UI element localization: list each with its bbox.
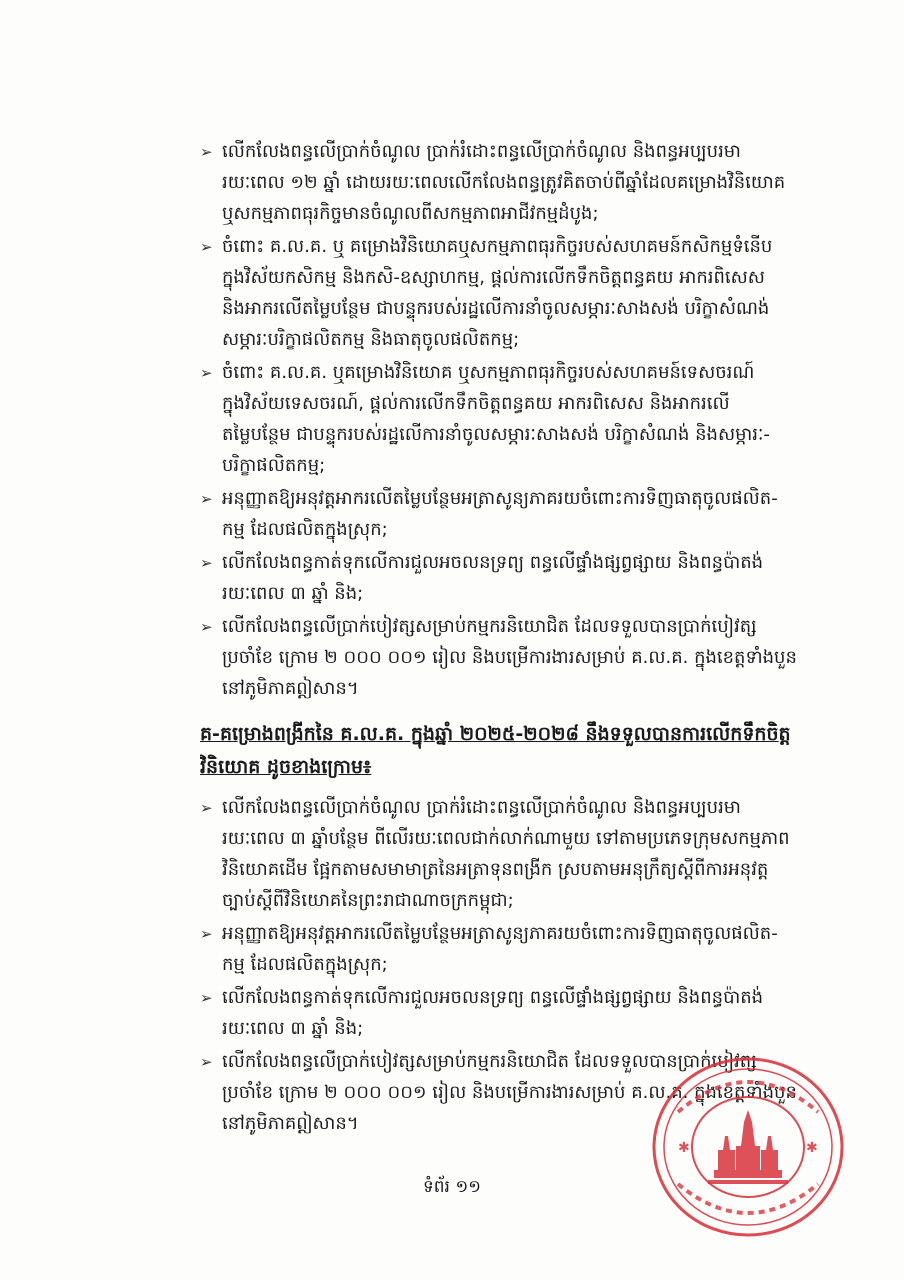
list-item xyxy=(200,918,840,980)
arrow-bullet-icon: ➢ xyxy=(200,925,213,943)
text-line: លើកលែងពន្ធកាត់ទុកលើការជួលអចលនទ្រព្យ ពន្ធលើផ្ទាំងផ្សព្វផ្សាយ និងពន្ធប៉ាតង់ xyxy=(222,552,764,573)
text-line: វិនិយោគដើម ផ្អែកតាមសមាមាត្រនៃអត្រាទុនពង្រីក ស្របតាមអនុក្រឹត្យស្តីពីការអនុវត្ត xyxy=(222,859,769,880)
section-1-list xyxy=(200,136,840,704)
list-item xyxy=(200,136,840,229)
arrow-bullet-icon: ➢ xyxy=(200,799,213,817)
list-item xyxy=(200,547,840,609)
svg-text:✱: ✱ xyxy=(678,1140,690,1156)
text-line: កម្ម ដែលផលិតក្នុងស្រុក; xyxy=(222,954,388,975)
text-line: អនុញ្ញាតឱ្យអនុវត្តអាករលើតម្លៃបន្ថែមអត្រាសូន្យភាគរយចំពោះការទិញធាតុចូលផលិត- xyxy=(222,923,778,944)
list-item xyxy=(200,231,840,355)
document-body xyxy=(200,136,840,1141)
arrow-bullet-icon: ➢ xyxy=(200,554,213,572)
list-item xyxy=(200,357,840,481)
page-number: ទំព័រ ១១ xyxy=(422,1177,482,1197)
text-line: ប្រចាំខែ ក្រោម ២ ០០០ ០០១ រៀល និងបម្រើការងារសម្រាប់ គ.ល.គ. ក្នុងខេត្តទាំងបួន xyxy=(222,647,797,668)
angkor-temple-seal-icon xyxy=(648,1052,848,1242)
text-line: ច្បាប់ស្តីពីវិនិយោគនៃព្រះរាជាណាចក្រកម្ពុជា; xyxy=(222,890,514,911)
text-line: លើកលែងពន្ធលើប្រាក់ចំណូល ប្រាក់រំដោះពន្ធលើប្រាក់ចំណូល និងពន្ធអប្បបរមា xyxy=(222,797,741,818)
text-line: ក្នុងវិស័យទេសចរណ៍, ផ្តល់ការលើកទឹកចិត្តពន្ធគយ អាករពិសេស និងអាករលើ xyxy=(222,393,730,414)
text-line: ប្រចាំខែ ក្រោម ២ ០០០ ០០១ រៀល និងបម្រើការងារសម្រាប់ គ.ល.គ. ក្នុងខេត្តទាំងបួន xyxy=(222,1082,797,1103)
text-line: លើកលែងពន្ធកាត់ទុកលើការជួលអចលនទ្រព្យ ពន្ធលើផ្ទាំងផ្សព្វផ្សាយ និងពន្ធប៉ាតង់ xyxy=(222,987,764,1008)
section-heading xyxy=(200,718,840,784)
arrow-bullet-icon: ➢ xyxy=(200,490,213,508)
text-line: កម្ម ដែលផលិតក្នុងស្រុក; xyxy=(222,519,388,540)
text-line: នៅភូមិភាគឦសាន។ xyxy=(222,678,359,699)
svg-text:✱: ✱ xyxy=(806,1140,818,1156)
list-item xyxy=(200,982,840,1044)
text-line: លើកលែងពន្ធលើប្រាក់ចំណូល ប្រាក់រំដោះពន្ធលើប្រាក់ចំណូល និងពន្ធអប្បបរមា xyxy=(222,141,741,162)
text-line: អនុញ្ញាតឱ្យអនុវត្តអាករលើតម្លៃបន្ថែមអត្រាសូន្យភាគរយចំពោះការទិញធាតុចូលផលិត- xyxy=(222,488,778,509)
arrow-bullet-icon: ➢ xyxy=(200,989,213,1007)
text-line: នៅភូមិភាគឦសាន។ xyxy=(222,1113,359,1134)
arrow-bullet-icon: ➢ xyxy=(200,1053,213,1071)
list-item xyxy=(200,483,840,545)
text-line: រយៈពេល ៣ ឆ្នាំបន្ថែម ពីលើរយៈពេលជាក់លាក់ណាមួយ ទៅតាមប្រភេទក្រុមសកម្មភាព xyxy=(222,828,790,849)
text-line: និងអាករលើតម្លៃបន្ថែម ជាបន្ទុករបស់រដ្ឋលើការនាំចូលសម្ភារៈសាងសង់ បរិក្ខាសំណង់ xyxy=(222,298,770,319)
text-line: លើកលែងពន្ធលើប្រាក់បៀវត្សសម្រាប់កម្មករនិយោជិត ដែលទទួលបានប្រាក់បៀវត្ស xyxy=(222,1051,757,1072)
arrow-bullet-icon: ➢ xyxy=(200,364,213,382)
arrow-bullet-icon: ➢ xyxy=(200,618,213,636)
text-line: សម្ភារៈបរិក្ខាផលិតកម្ម និងធាតុចូលផលិតកម្ម; xyxy=(222,329,520,350)
heading-line: វិនិយោគ ដូចខាងក្រោម៖ xyxy=(200,756,372,778)
text-line: រយៈពេល ៣ ឆ្នាំ និង; xyxy=(222,583,364,604)
text-line: ចំពោះ គ.ល.គ. ឬ គម្រោងវិនិយោគឬសកម្មភាពធុរកិច្ចរបស់សហគមន៍កសិកម្មទំនើប xyxy=(222,236,773,257)
text-line: រយៈពេល ១២ ឆ្នាំ ដោយរយៈពេលលើកលែងពន្ធត្រូវគិតចាប់ពីឆ្នាំដែលគម្រោងវិនិយោគ xyxy=(222,172,786,193)
text-line: ឬសកម្មភាពធុរកិច្ចមានចំណូលពីសកម្មភាពអាជីវកម្មដំបូង; xyxy=(222,203,599,224)
heading-line: គ-គម្រោងពង្រីកនៃ គ.ល.គ. ក្នុងឆ្នាំ ២០២៥-២០២៨ នឹងទទួលបានការលើកទឹកចិត្ត xyxy=(200,723,791,745)
text-line: ក្នុងវិស័យកសិកម្ម និងកសិ-ឧស្សាហកម្ម, ផ្តល់ការលើកទឹកចិត្តពន្ធគយ អាករពិសេស xyxy=(222,267,765,288)
text-line: តម្លៃបន្ថែម ជាបន្ទុករបស់រដ្ឋលើការនាំចូលសម្ភារៈសាងសង់ បរិក្ខាសំណង់ និងសម្ភារៈ- xyxy=(222,424,770,445)
list-item xyxy=(200,792,840,916)
arrow-bullet-icon: ➢ xyxy=(200,143,213,161)
text-line: លើកលែងពន្ធលើប្រាក់បៀវត្សសម្រាប់កម្មករនិយោជិត ដែលទទួលបានប្រាក់បៀវត្ស xyxy=(222,616,757,637)
list-item xyxy=(200,611,840,704)
arrow-bullet-icon: ➢ xyxy=(200,238,213,256)
text-line: រយៈពេល ៣ ឆ្នាំ និង; xyxy=(222,1018,364,1039)
text-line: បរិក្ខាផលិតកម្ម; xyxy=(222,455,326,476)
text-line: ចំពោះ គ.ល.គ. ឬគម្រោងវិនិយោគ ឬសកម្មភាពធុរកិច្ចរបស់សហគមន៍ទេសចរណ៍ xyxy=(222,362,755,383)
